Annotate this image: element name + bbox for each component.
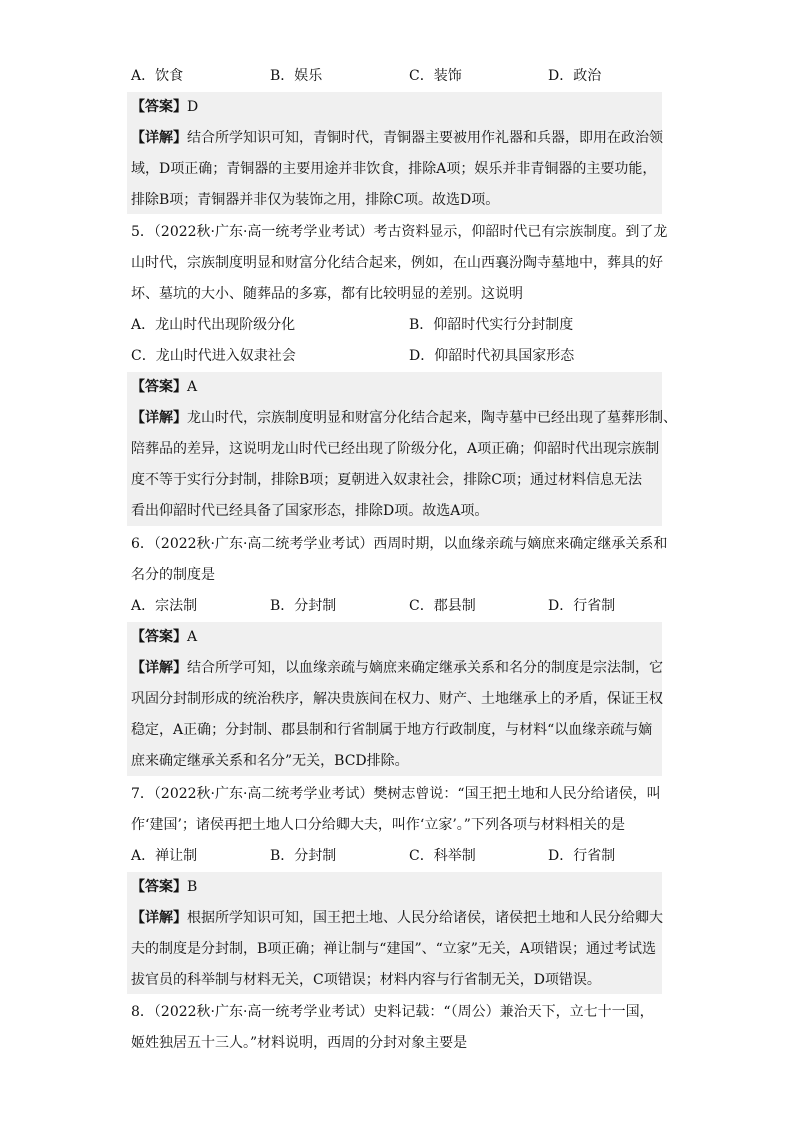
- q5-detail-line: 度不等于实行分封制，排除B项；夏朝进入奴隶社会，排除C项；通过材料信息无法: [131, 472, 642, 488]
- q5-option-b: B．仰韶时代实行分封制度: [409, 317, 574, 333]
- q5-option-d: D．仰韶时代初具国家形态: [409, 348, 575, 364]
- detail-label: 【详解】: [131, 410, 187, 426]
- q5-option-a: A．龙山时代出现阶级分化: [131, 317, 296, 333]
- q8-stem-line: 姬姓独居五十三人。”材料说明，西周的分封对象主要是: [131, 1035, 468, 1051]
- q6-detail-line: 稳定，A正确；分封制、郡县制和行省制属于地方行政制度，与材料“以血缘亲疏与嫡: [131, 722, 653, 738]
- q6-detail-line: 庶来确定继承关系和名分”无关，BCD排除。: [131, 753, 409, 769]
- q7-stem-line: 作‘建国’；诸侯再把土地人口分给卿大夫，叫作‘立家’。”下列各项与材料相关的是: [131, 817, 625, 833]
- q7-answer: [131, 875, 197, 899]
- q4-option-c: C．装饰: [409, 68, 462, 84]
- q5-detail-line: 【详解】龙山时代，宗族制度明显和财富分化结合起来，陶寺墓中已经出现了墓葬形制、: [131, 410, 677, 426]
- answer-value: A: [187, 629, 198, 645]
- q7-option-c: C．科举制: [409, 848, 476, 864]
- q6-option-d: D．行省制: [548, 598, 616, 614]
- q7-option-b: B．分封制: [270, 848, 337, 864]
- q6-stem-line: 6．（2022秋·广东·高二统考学业考试）西周时期，以血缘亲疏与嫡庶来确定继承关系和: [131, 536, 668, 552]
- q5-stem-line: 山时代，宗族制度明显和财富分化结合起来，例如，在山西襄汾陶寺墓地中，葬具的好: [131, 255, 663, 271]
- detail-label: 【详解】: [131, 660, 187, 676]
- q4-option-b: B．娱乐: [270, 68, 323, 84]
- q7-option-d: D．行省制: [548, 848, 616, 864]
- detail-label: 【详解】: [131, 130, 187, 146]
- answer-value: D: [187, 99, 199, 115]
- q7-option-a: A．禅让制: [131, 848, 198, 864]
- q6-option-c: C．郡县制: [409, 598, 476, 614]
- q7-stem-line: 7．（2022秋·广东·高二统考学业考试）樊树志曾说：“国王把土地和人民分给诸侯，叫: [131, 786, 661, 802]
- q5-option-c: C．龙山时代进入奴隶社会: [131, 348, 296, 364]
- q6-detail-line: 巩固分封制形成的统治秩序，解决贵族间在权力、财产、土地继承上的矛盾，保证王权: [131, 691, 663, 707]
- q7-detail-line: 夫的制度是分封制，B项正确；禅让制与“建国”、“立家”无关，A项错误；通过考试选: [131, 941, 657, 957]
- q4-answer: [131, 95, 198, 119]
- q4-option-d: D．政治: [548, 68, 602, 84]
- answer-label: 【答案】: [131, 99, 187, 115]
- q7-detail-line: 【详解】根据所学知识可知，国王把土地、人民分给诸侯，诸侯把土地和人民分给卿大: [131, 910, 663, 926]
- q6-detail-line: 【详解】结合所学可知，以血缘亲疏与嫡庶来确定继承关系和名分的制度是宗法制，它: [131, 660, 663, 676]
- q5-detail-line: 陪葬品的差异，这说明龙山时代已经出现了阶级分化，A项正确；仰韶时代出现宗族制: [131, 441, 660, 457]
- q7-detail-line: 拔官员的科举制与材料无关，C项错误；材料内容与行省制无关，D项错误。: [131, 972, 601, 988]
- answer-label: 【答案】: [131, 879, 187, 895]
- q6-option-a: A．宗法制: [131, 598, 198, 614]
- q4-detail-line: 排除B项；青铜器并非仅为装饰之用，排除C项。故选D项。: [131, 192, 500, 208]
- answer-label: 【答案】: [131, 629, 187, 645]
- detail-label: 【详解】: [131, 910, 187, 926]
- q4-detail-line: 域，D项正确；青铜器的主要用途并非饮食，排除A项；娱乐并非青铜器的主要功能，: [131, 161, 657, 177]
- answer-value: B: [187, 879, 198, 895]
- answer-value: A: [187, 379, 198, 395]
- q8-stem-line: 8．（2022秋·广东·高一统考学业考试）史料记载：“（周公）兼治天下，立七十一国，: [131, 1004, 654, 1020]
- q5-stem-line: 坏、墓坑的大小、随葬品的多寡，都有比较明显的差别。这说明: [131, 286, 523, 302]
- q6-stem-line: 名分的制度是: [131, 567, 215, 583]
- q4-option-a: A．饮食: [131, 68, 184, 84]
- q4-detail-line: 【详解】结合所学知识可知，青铜时代，青铜器主要被用作礼器和兵器，即用在政治领: [131, 130, 663, 146]
- q6-option-b: B．分封制: [270, 598, 337, 614]
- answer-label: 【答案】: [131, 379, 187, 395]
- q5-answer: [131, 375, 197, 399]
- q6-answer: [131, 625, 197, 649]
- q5-detail-line: 看出仰韶时代已经具备了国家形态，排除D项。故选A项。: [131, 503, 489, 519]
- q5-stem-line: 5．（2022秋·广东·高一统考学业考试）考古资料显示，仰韶时代已有宗族制度。到了龙: [131, 224, 668, 240]
